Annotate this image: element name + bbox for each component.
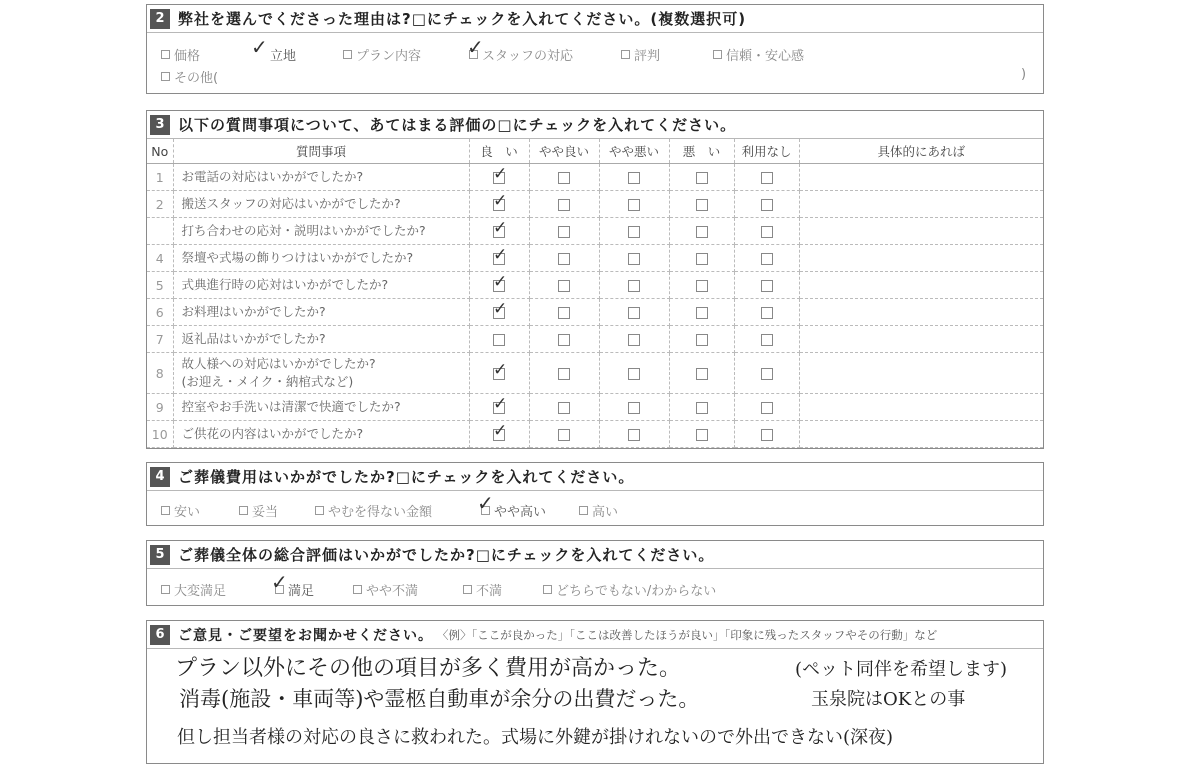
rating-checkbox[interactable]: [493, 272, 508, 292]
checkbox[interactable]: [543, 585, 552, 594]
rating-cell[interactable]: [529, 421, 599, 448]
option-other-close: ): [1021, 67, 1027, 82]
rating-cell[interactable]: [669, 353, 734, 394]
row-question-text: 返礼品はいかがでしたか?: [181, 331, 326, 346]
table-row: [147, 218, 1043, 245]
rating-cell[interactable]: [599, 421, 669, 448]
handwritten-note-ok: 玉泉院はOKとの事: [811, 689, 966, 710]
section-reason: [146, 4, 1044, 94]
rating-checkbox[interactable]: [628, 334, 640, 346]
rating-cell[interactable]: [599, 299, 669, 326]
rating-cell[interactable]: [529, 272, 599, 299]
checkbox[interactable]: [161, 50, 170, 59]
rating-checkbox[interactable]: [558, 226, 570, 238]
rating-checkbox[interactable]: [761, 429, 773, 441]
row-question-text: 搬送スタッフの対応はいかがでしたか?: [181, 196, 401, 211]
section-header: [147, 541, 1043, 569]
option-slightly-dissatisfied[interactable]: やや不満: [353, 580, 418, 599]
rating-checkbox[interactable]: [696, 172, 708, 184]
check-mark-icon: ✓: [271, 570, 288, 594]
header-not-used: 利用なし: [734, 139, 799, 164]
rating-cell[interactable]: [669, 191, 734, 218]
rating-cell[interactable]: [669, 326, 734, 353]
rating-checkbox[interactable]: [493, 218, 508, 238]
row-question: [173, 299, 469, 326]
rating-checkbox[interactable]: [696, 334, 708, 346]
section-title: ご葬儀費用はいかがでしたか?□にチェックを入れてください。: [178, 468, 635, 486]
rating-cell[interactable]: [734, 326, 799, 353]
rating-checkbox[interactable]: [493, 334, 505, 346]
table-row: [147, 326, 1043, 353]
rating-checkbox[interactable]: [558, 199, 570, 211]
checkbox[interactable]: [713, 50, 722, 59]
rating-cell[interactable]: [469, 164, 529, 191]
rating-checkbox[interactable]: [696, 307, 708, 319]
check-mark-icon: ✓: [493, 245, 508, 265]
row-question-text: 祭壇や式場の飾りつけはいかがでしたか?: [181, 250, 414, 265]
rating-cell[interactable]: [669, 394, 734, 421]
rating-cell[interactable]: [469, 191, 529, 218]
section-title: 弊社を選んでくださった理由は?□にチェックを入れてください。(複数選択可): [178, 10, 747, 28]
table-row: [147, 421, 1043, 448]
rating-checkbox[interactable]: [696, 199, 708, 211]
rating-checkbox[interactable]: [628, 368, 640, 380]
checkbox[interactable]: [161, 72, 170, 81]
check-mark-icon: ✓: [493, 191, 508, 211]
option-reputation[interactable]: 評判: [621, 45, 660, 64]
row-number: 4: [147, 245, 173, 272]
rating-checkbox[interactable]: [696, 402, 708, 414]
row-details[interactable]: [799, 245, 1043, 272]
row-number: 6: [147, 299, 173, 326]
rating-checkbox[interactable]: [696, 368, 708, 380]
header-bad: 悪 い: [669, 139, 734, 164]
section-questions: [146, 110, 1044, 449]
table-row: [147, 245, 1043, 272]
check-mark-icon: ✓: [493, 299, 508, 319]
checkbox[interactable]: [161, 506, 170, 515]
row-question-text: 式典進行時の応対はいかがでしたか?: [181, 277, 389, 292]
section-example: 〈例〉「ここが良かった」「ここは改善したほうが良い」「印象に残ったスタッフやその行動」など: [437, 627, 938, 642]
rating-cell[interactable]: [599, 326, 669, 353]
check-mark-icon: ✓: [493, 164, 508, 184]
option-cheap[interactable]: 安い: [161, 501, 200, 520]
option-price[interactable]: 価格: [161, 45, 200, 64]
rating-cell[interactable]: [599, 164, 669, 191]
row-number: 8: [147, 353, 173, 394]
row-question: [173, 272, 469, 299]
comment-area[interactable]: [147, 649, 1043, 765]
row-number: 10: [147, 421, 173, 448]
rating-cell[interactable]: [469, 218, 529, 245]
section-number: 5: [150, 545, 170, 565]
rating-cell[interactable]: [734, 191, 799, 218]
rating-checkbox[interactable]: [558, 253, 570, 265]
rating-checkbox[interactable]: [493, 360, 508, 380]
row-question: [173, 164, 469, 191]
handwritten-line-1: プラン以外にその他の項目が多く費用が高かった。: [175, 656, 682, 681]
row-question-text: 打ち合わせの応対・説明はいかがでしたか?: [181, 223, 426, 238]
row-details[interactable]: [799, 421, 1043, 448]
rating-checkbox[interactable]: [696, 253, 708, 265]
check-mark-icon: ✓: [251, 35, 268, 59]
row-question: [173, 353, 469, 394]
option-dissatisfied[interactable]: 不満: [463, 580, 502, 599]
section-title: 以下の質問事項について、あてはまる評価の□にチェックを入れてください。: [178, 116, 737, 134]
rating-cell[interactable]: [734, 218, 799, 245]
rating-checkbox[interactable]: [493, 394, 508, 414]
rating-checkbox[interactable]: [628, 253, 640, 265]
table-row: [147, 272, 1043, 299]
section-title: ご葬儀全体の総合評価はいかがでしたか?□にチェックを入れてください。: [178, 546, 715, 564]
rating-cell[interactable]: [599, 218, 669, 245]
option-staff[interactable]: スタッフの対応: [469, 45, 573, 64]
rating-checkbox[interactable]: [696, 280, 708, 292]
check-mark-icon: ✓: [493, 394, 508, 414]
header-fairly-bad: やや悪い: [599, 139, 669, 164]
rating-cell[interactable]: [734, 299, 799, 326]
row-details[interactable]: [799, 394, 1043, 421]
row-question-text: ご供花の内容はいかがでしたか?: [181, 426, 364, 441]
section-number: 3: [150, 115, 170, 135]
row-question: [173, 326, 469, 353]
rating-cell[interactable]: [529, 191, 599, 218]
handwritten-line-3: 但し担当者様の対応の良さに救われた。式場に外鍵が掛けれないので外出できない(深夜): [177, 727, 894, 748]
rating-cell[interactable]: [669, 218, 734, 245]
rating-checkbox[interactable]: [558, 429, 570, 441]
handwritten-note-pet: (ペット同伴を希望します): [795, 659, 1008, 680]
rating-cell[interactable]: [669, 299, 734, 326]
rating-checkbox[interactable]: [558, 402, 570, 414]
rating-cell[interactable]: [734, 245, 799, 272]
rating-cell[interactable]: [529, 353, 599, 394]
table-row: [147, 299, 1043, 326]
check-mark-icon: ✓: [493, 421, 508, 441]
rating-checkbox[interactable]: [696, 226, 708, 238]
section-number: 4: [150, 467, 170, 487]
rating-checkbox[interactable]: [558, 334, 570, 346]
section-comments: [146, 620, 1044, 764]
rating-checkbox[interactable]: [493, 299, 508, 319]
checkbox[interactable]: [315, 506, 324, 515]
rating-checkbox[interactable]: [696, 429, 708, 441]
rating-checkbox[interactable]: [493, 245, 508, 265]
rating-cell[interactable]: [469, 299, 529, 326]
table-row: [147, 353, 1043, 394]
checkbox[interactable]: [579, 506, 588, 515]
row-question-text: 控室やお手洗いは清潔で快適でしたか?: [181, 399, 401, 414]
rating-checkbox[interactable]: [493, 191, 508, 211]
row-number: [147, 218, 173, 245]
row-number: 2: [147, 191, 173, 218]
rating-checkbox[interactable]: [761, 253, 773, 265]
rating-checkbox[interactable]: [558, 280, 570, 292]
check-mark-icon: ✓: [493, 272, 508, 292]
section-header: [147, 621, 1043, 649]
rating-checkbox[interactable]: [558, 368, 570, 380]
rating-cell[interactable]: [529, 164, 599, 191]
rating-cell[interactable]: [734, 421, 799, 448]
row-question: [173, 218, 469, 245]
checkbox[interactable]: [463, 585, 472, 594]
option-high[interactable]: 高い: [579, 501, 618, 520]
row-details[interactable]: [799, 299, 1043, 326]
rating-cell[interactable]: [734, 394, 799, 421]
rating-checkbox[interactable]: [493, 164, 508, 184]
option-unavoidable[interactable]: やむを得ない金額: [315, 501, 432, 520]
section-cost: [146, 462, 1044, 526]
option-trust[interactable]: 信頼・安心感: [713, 45, 804, 64]
row-question-text: お電話の対応はいかがでしたか?: [181, 169, 364, 184]
rating-cell[interactable]: [734, 164, 799, 191]
option-reasonable[interactable]: 妥当: [239, 501, 278, 520]
option-plan[interactable]: プラン内容: [343, 45, 421, 64]
table-row: [147, 394, 1043, 421]
checkbox[interactable]: [161, 585, 170, 594]
rating-checkbox[interactable]: [761, 280, 773, 292]
option-neutral[interactable]: どちらでもない/わからない: [543, 580, 716, 599]
rating-cell[interactable]: [599, 245, 669, 272]
rating-checkbox[interactable]: [628, 280, 640, 292]
option-fairly-high[interactable]: やや高い: [481, 501, 546, 520]
rating-cell[interactable]: [599, 272, 669, 299]
section-title: ご意見・ご要望をお聞かせください。: [178, 627, 433, 644]
row-details[interactable]: [799, 164, 1043, 191]
check-mark-icon: ✓: [493, 218, 508, 238]
rating-cell[interactable]: [734, 272, 799, 299]
section-header: [147, 463, 1043, 491]
rating-cell[interactable]: [529, 394, 599, 421]
checkbox[interactable]: [239, 506, 248, 515]
row-question: [173, 245, 469, 272]
check-mark-icon: ✓: [467, 35, 484, 59]
rating-cell[interactable]: [469, 326, 529, 353]
section-header: [147, 111, 1043, 139]
header-fairly-good: やや良い: [529, 139, 599, 164]
rating-checkbox[interactable]: [761, 226, 773, 238]
rating-checkbox[interactable]: [761, 307, 773, 319]
row-question-text: お料理はいかがでしたか?: [181, 304, 326, 319]
header-details: 具体的にあれば: [799, 139, 1043, 164]
rating-checkbox[interactable]: [558, 172, 570, 184]
rating-cell[interactable]: [469, 353, 529, 394]
rating-checkbox[interactable]: [761, 402, 773, 414]
rating-cell[interactable]: [669, 421, 734, 448]
rating-cell[interactable]: [669, 164, 734, 191]
rating-checkbox[interactable]: [761, 368, 773, 380]
rating-cell[interactable]: [599, 353, 669, 394]
option-very-satisfied[interactable]: 大変満足: [161, 580, 226, 599]
table-row: [147, 164, 1043, 191]
handwritten-line-2: 消毒(施設・車両等)や霊柩自動車が余分の出費だった。: [179, 687, 700, 711]
row-question: [173, 394, 469, 421]
rating-cell[interactable]: [469, 421, 529, 448]
section-number: 2: [150, 9, 170, 29]
row-number: 7: [147, 326, 173, 353]
row-question-text: 故人様への対応はいかがでしたか?: [181, 356, 376, 371]
rating-checkbox[interactable]: [628, 402, 640, 414]
row-details[interactable]: [799, 353, 1043, 394]
table-header-row: [147, 139, 1043, 164]
rating-checkbox[interactable]: [628, 226, 640, 238]
rating-cell[interactable]: [734, 353, 799, 394]
rating-checkbox[interactable]: [628, 307, 640, 319]
rating-cell[interactable]: [599, 191, 669, 218]
rating-checkbox[interactable]: [628, 172, 640, 184]
row-number: 5: [147, 272, 173, 299]
rating-cell[interactable]: [469, 394, 529, 421]
rating-checkbox[interactable]: [761, 199, 773, 211]
rating-cell[interactable]: [469, 245, 529, 272]
rating-checkbox[interactable]: [493, 421, 508, 441]
rating-checkbox[interactable]: [628, 199, 640, 211]
header-question: 質問事項: [173, 139, 469, 164]
row-details[interactable]: [799, 218, 1043, 245]
option-location[interactable]: 立地: [257, 45, 296, 64]
row-number: 9: [147, 394, 173, 421]
rating-checkbox[interactable]: [761, 334, 773, 346]
question-table: [147, 139, 1043, 448]
row-details[interactable]: [799, 272, 1043, 299]
rating-checkbox[interactable]: [761, 172, 773, 184]
row-question-subtext: (お迎え・メイク・納棺式など): [181, 374, 354, 389]
row-question: [173, 421, 469, 448]
section-overall: [146, 540, 1044, 606]
header-no: No: [147, 139, 173, 164]
check-mark-icon: ✓: [493, 360, 508, 380]
table-row: [147, 191, 1043, 218]
rating-cell[interactable]: [599, 394, 669, 421]
option-satisfied[interactable]: 満足: [275, 580, 314, 599]
check-mark-icon: ✓: [477, 491, 494, 515]
section-header: [147, 5, 1043, 33]
checkbox[interactable]: [353, 585, 362, 594]
rating-cell[interactable]: [529, 245, 599, 272]
checkbox[interactable]: [343, 50, 352, 59]
rating-cell[interactable]: [669, 272, 734, 299]
option-other[interactable]: その他(: [161, 67, 218, 86]
rating-cell[interactable]: [529, 218, 599, 245]
rating-cell[interactable]: [529, 299, 599, 326]
rating-checkbox[interactable]: [628, 429, 640, 441]
checkbox[interactable]: [621, 50, 630, 59]
row-details[interactable]: [799, 191, 1043, 218]
row-question: [173, 191, 469, 218]
section-number: 6: [150, 625, 170, 645]
header-good: 良 い: [469, 139, 529, 164]
rating-cell[interactable]: [469, 272, 529, 299]
rating-cell[interactable]: [669, 245, 734, 272]
rating-checkbox[interactable]: [558, 307, 570, 319]
row-details[interactable]: [799, 326, 1043, 353]
rating-cell[interactable]: [529, 326, 599, 353]
row-number: 1: [147, 164, 173, 191]
